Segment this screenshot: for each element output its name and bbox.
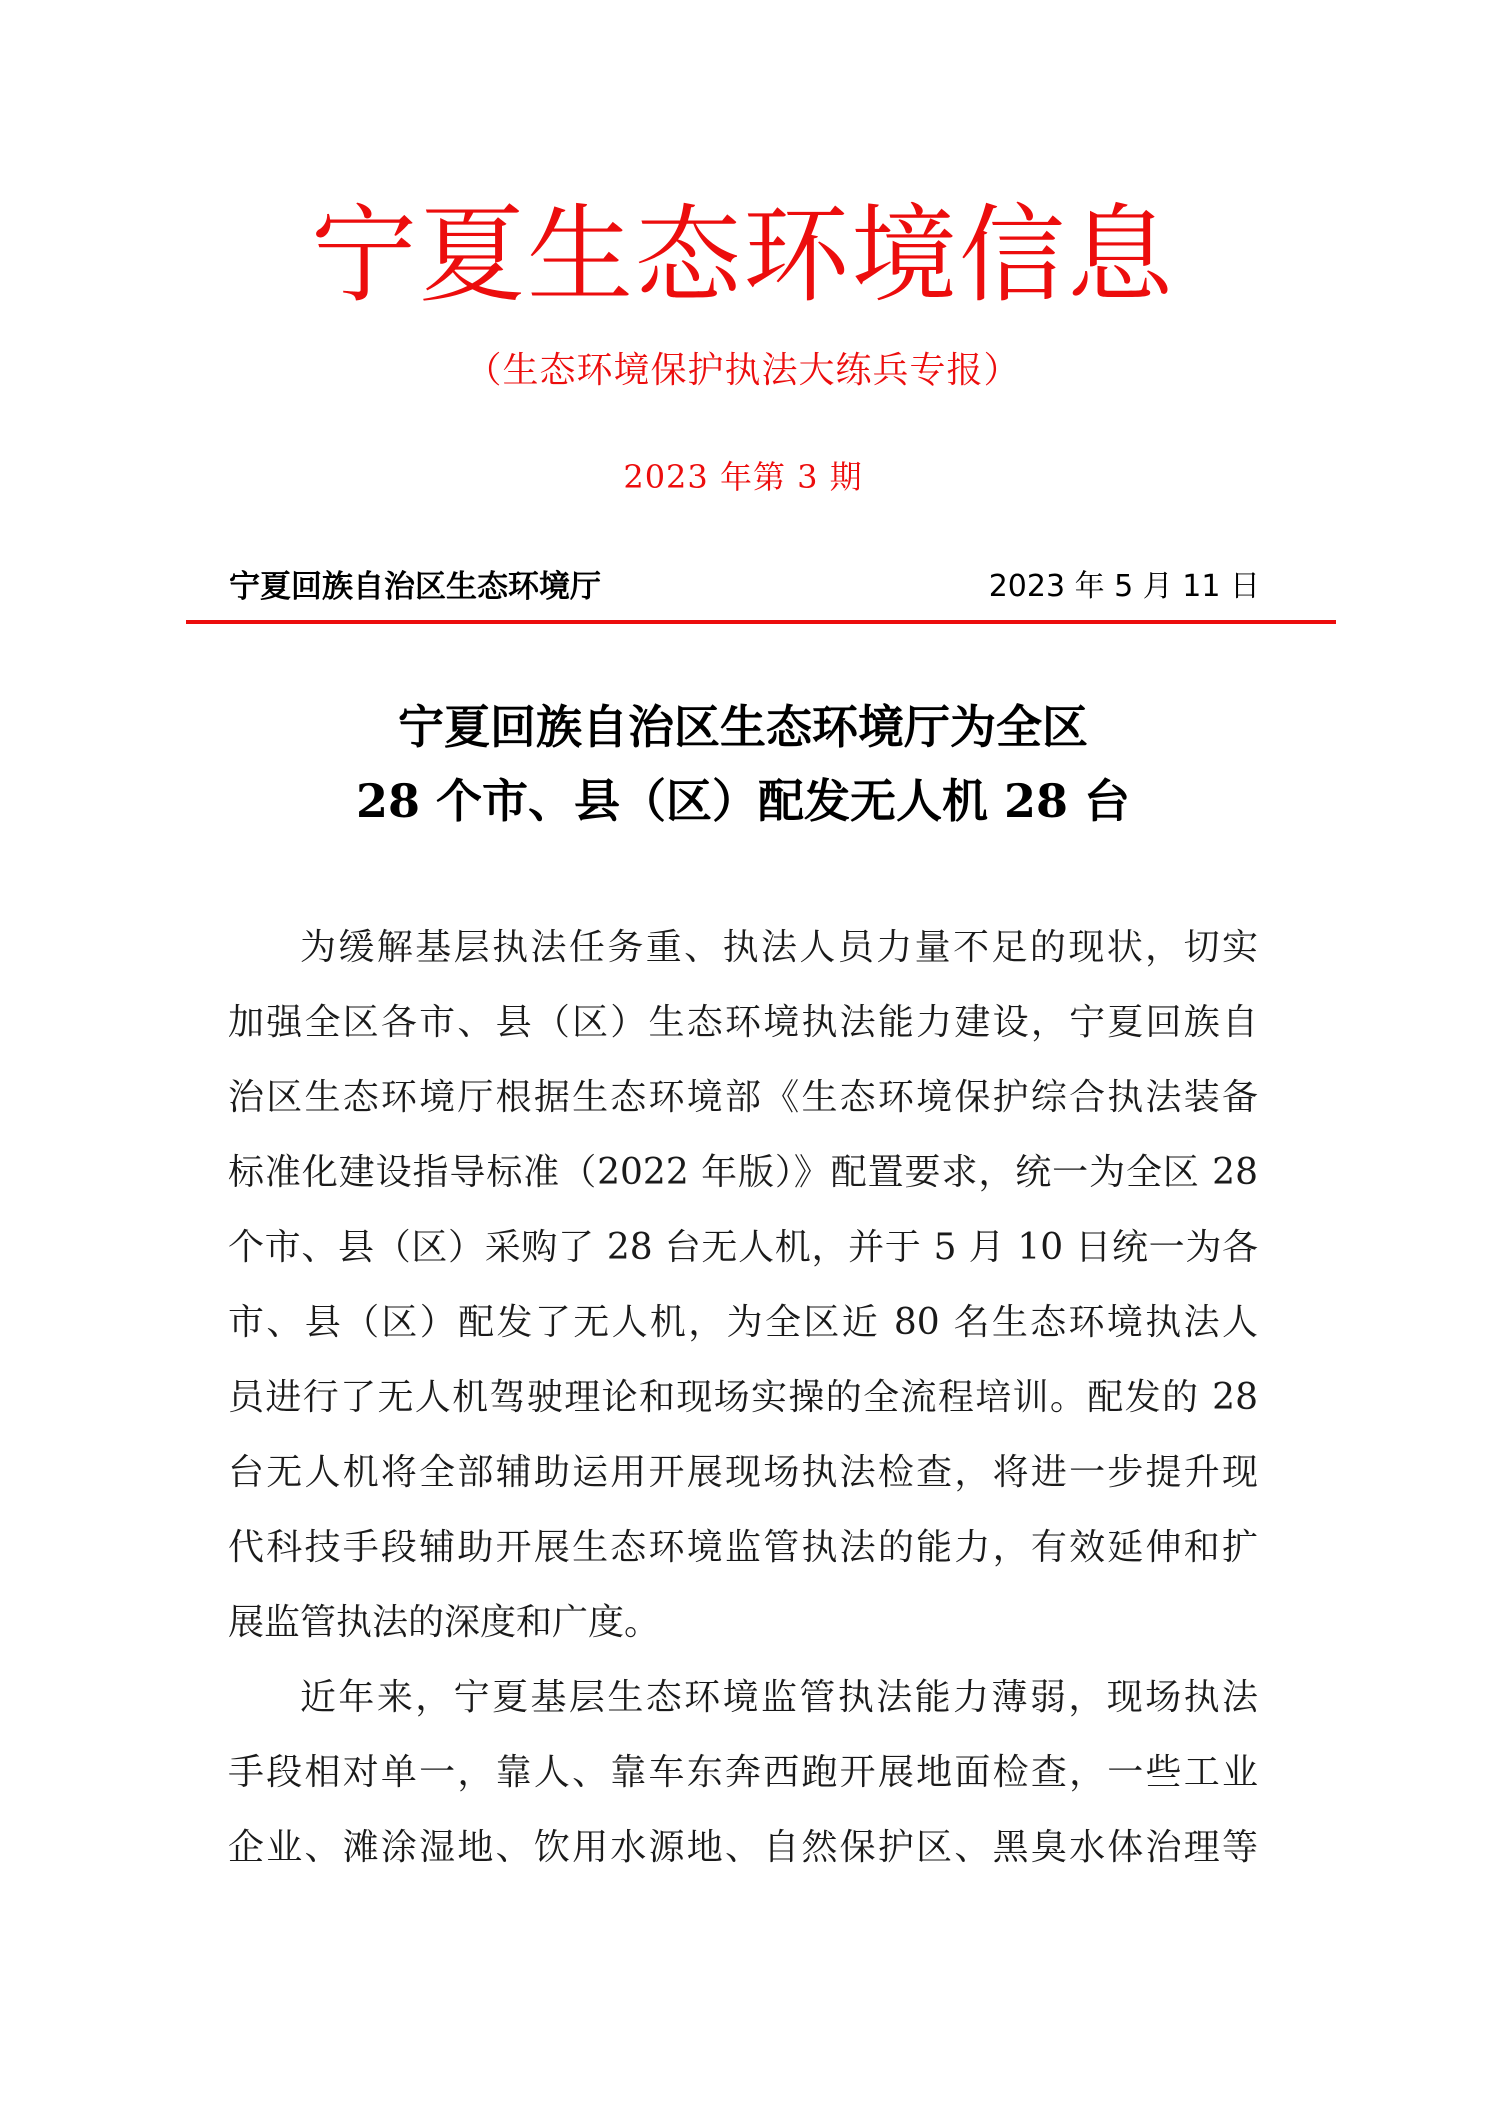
paragraph-2-line: 手段相对单一，靠人、靠车东奔西跑开展地面检查，一些工业 [228,1752,1258,1793]
article-body [228,910,1258,1885]
paragraph-1-line: 治区生态环境厅根据生态环境部《生态环境保护综合执法装备 [228,1077,1258,1118]
headline-line: 28 个市、县（区）配发无人机 28 台 [355,774,1131,828]
paragraph-1-line: 台无人机将全部辅助运用开展现场执法检查，将进一步提升现 [228,1452,1258,1493]
issuer-name: 宁夏回族自治区生态环境厅 [229,569,601,605]
issue-number: 2023 年第 3 期 [623,458,863,496]
paragraph-1-line: 为缓解基层执法任务重、执法人员力量不足的现状，切实 [300,927,1258,968]
paragraph-1-line: 个市、县（区）采购了 28 台无人机，并于 5 月 10 日统一为各 [228,1227,1258,1268]
paragraph-1-line: 标准化建设指导标准（2022 年版）》配置要求，统一为全区 28 [228,1152,1258,1193]
paragraph-1-line: 展监管执法的深度和广度。 [228,1602,661,1643]
masthead-title: 宁夏生态环境信息 [311,194,1175,317]
article-headline [0,690,1486,838]
paragraph-1-line: 员进行了无人机驾驶理论和现场实操的全流程培训。配发的 28 [228,1377,1258,1418]
paragraph-1-line: 市、县（区）配发了无人机，为全区近 80 名生态环境执法人 [228,1302,1258,1343]
paragraph-1-line: 加强全区各市、县（区）生态环境执法能力建设，宁夏回族自 [228,1002,1258,1043]
paragraph-2-line: 企业、滩涂湿地、饮用水源地、自然保护区、黑臭水体治理等 [228,1827,1258,1868]
red-divider [186,620,1336,624]
masthead-subtitle: （生态环境保护执法大练兵专报） [465,350,1021,391]
paragraph-1-line: 代科技手段辅助开展生态环境监管执法的能力，有效延伸和扩 [228,1527,1258,1568]
headline-line: 宁夏回族自治区生态环境厅为全区 [398,700,1088,754]
paragraph-2-line: 近年来，宁夏基层生态环境监管执法能力薄弱，现场执法 [300,1677,1258,1718]
issue-date: 2023 年 5 月 11 日 [988,569,1260,604]
